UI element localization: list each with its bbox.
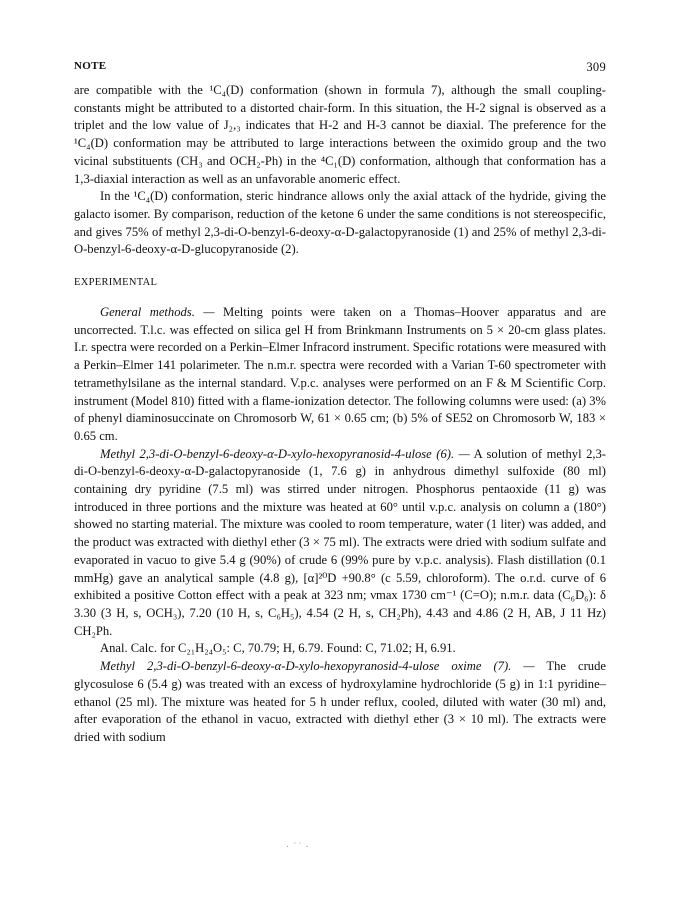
paragraph-analysis: Anal. Calc. for C₂₁H₂₄O₅: C, 70.79; H, 6.79. Found: C, 71.02; H, 6.91. bbox=[100, 641, 456, 656]
paragraph-conformation: are compatible with the ¹C₄(D) conformation (shown in formula 7), although the small coupling-constants might be attributed to a distorted chair-form. In this situation, the H-2 signal is observed as a triplet and the low value of J₂,₃ indicates that H-2 and H-3 cannot be diaxial. The preference for the ¹C₄(D) conformation may be attributed to large interactions between the oximido group and the two vicinal substituents (CH₃ and OCH₂-Ph) in the ⁴C₁(D) conformation, although that conformation has a 1,3-diaxial interaction as well as an unfavorable anomeric effect. bbox=[74, 83, 606, 186]
running-header bbox=[74, 60, 606, 82]
paragraph-general-methods bbox=[74, 304, 606, 446]
paragraph-compound-6 bbox=[74, 446, 606, 641]
document-page bbox=[74, 60, 606, 880]
page-number: 309 bbox=[586, 60, 606, 74]
paragraph-compound-7 bbox=[74, 658, 606, 747]
general-methods-body: Melting points were taken on a Thomas–Hoover apparatus and are uncorrected. T.l.c. was effected on silica gel H from Brinkmann Instruments on 5 × 20-cm glass plates. I.r. spectra were recorded on a Perkin–Elmer Infracord instrument. Specific rotations were measured with a Perkin–Elmer 141 polarimeter. The n.m.r. spectra were recorded with a Varian T-60 spectrometer with tetramethylsilane as the internal standard. V.p.c. analyses were performed on an F & M Scientific Corp. instrument (Model 810) fitted with a flame-ionization detector. The following columns were used: (a) 3% of phenyl diaminosuccinate on Chromosorb W, 61 × 0.65 cm; (b) 5% of SE52 on Chromosorb W, 183 × 0.65 cm. bbox=[74, 305, 606, 443]
header-label: NOTE bbox=[74, 60, 107, 72]
compound-7-title: Methyl 2,3-di-O-benzyl-6-deoxy-α-D-xylo-hexopyranosid-4-ulose oxime (7). — bbox=[100, 659, 535, 674]
compound-6-title: Methyl 2,3-di-O-benzyl-6-deoxy-α-D-xylo-hexopyranosid-4-ulose (6). — bbox=[100, 446, 470, 461]
compound-6-body: A solution of methyl 2,3-di-O-benzyl-6-deoxy-α-D-galactopyranoside (1, 7.6 g) in anhydrous dimethyl sulfoxide (80 ml) containing dry pyridine (7.5 ml) was stirred under nitrogen. Phosphorus pentaoxide (11 g) was introduced in three portions and the mixture was heated at 60° until v.p.c. analysis on column a (180°) showed no starting material. The mixture was cooled to room temperature, water (1 liter) was added, and the product was extracted with diethyl ether (3 × 75 ml). The extracts were dried with sodium sulfate and evaporated in vacuo to give 5.4 g (90%) of crude 6 (99% pure by v.p.c. analysis). Flash distillation (0.1 mmHg) gave an analytical sample (4.8 g), [α]²⁰D +90.8° (c 5.59, chloroform). The o.r.d. curve of 6 exhibited a positive Cotton effect with a peak at 323 nm; νmax 1730 cm⁻¹ (C=O); n.m.r. data (C₆D₆): δ 3.30 (3 H, s, OCH₃), 7.20 (10 H, s, C₆H₅), 4.54 (2 H, s, CH₂Ph), 4.43 and 4.86 (2 H, AB, J 11 Hz) CH₂Ph. bbox=[74, 446, 607, 638]
section-heading-experimental: EXPERIMENTAL bbox=[74, 277, 158, 289]
compound-7-body: The crude glycosulose 6 (5.4 g) was treated with an excess of hydroxylamine hydrochloride (5 g) in 1:1 pyridine–ethanol (25 ml). The mixture was heated for 5 h under reflux, cooled, diluted with water (30 ml) and, after evaporation of the ethanol in vacuo, extracted with diethyl ether (3 × 10 ml). The extracts were dried with sodium bbox=[74, 659, 606, 744]
scan-artifact-marks: · ˙˙ · bbox=[286, 842, 309, 853]
paragraph-reduction: In the ¹C₄(D) conformation, steric hindrance allows only the axial attack of the hydride, giving the galacto isomer. By comparison, reduction of the ketone 6 under the same conditions is not stereospecific, and gives 75% of methyl 2,3-di-O-benzyl-6-deoxy-α-D-galactopyranoside (1) and 25% of methyl 2,3-di-O-benzyl-6-deoxy-α-D-glucopyranoside (2). bbox=[74, 189, 606, 257]
general-methods-title: General methods. — bbox=[100, 305, 215, 320]
